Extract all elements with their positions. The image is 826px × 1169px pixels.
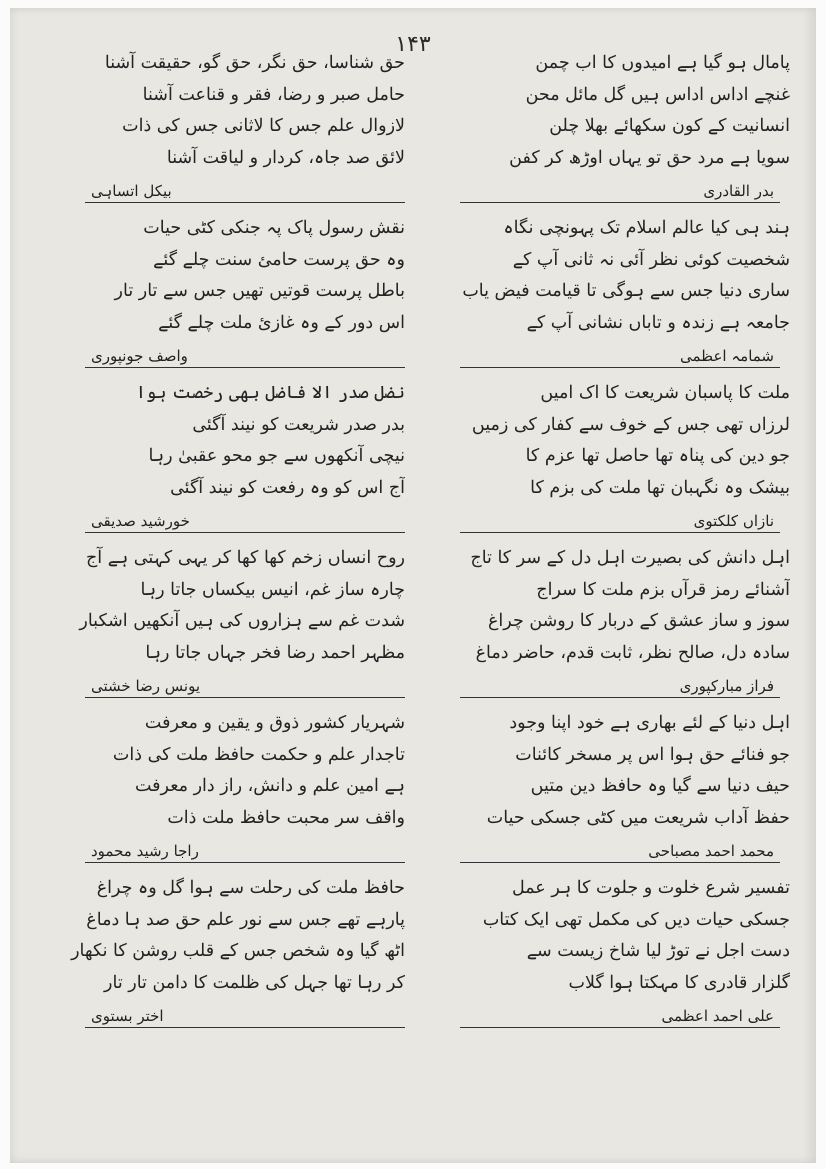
- poet-attribution: [460, 341, 780, 368]
- right-column: [450, 48, 790, 1038]
- verse-line: اہل دانش کی بصیرت اہل دل کے سر کا تاج: [470, 548, 790, 568]
- verse-line: روح انساں زخم کھا کھا کر یہی کہتی ہے آج: [86, 548, 405, 568]
- poet-name: فراز مبارکپوری: [679, 677, 774, 695]
- poet-attribution: [85, 176, 405, 203]
- verse-line: باطل پرست قوتیں تھیں جس سے تار تار: [114, 281, 405, 301]
- verse-line: لرزاں تھی جس کے خوف سے کفار کی زمیں: [471, 414, 790, 435]
- verse-line: چارہ ساز غم، انیس بیکساں جاتا رہا: [140, 579, 405, 600]
- poet-name: نازاں کلکتوی: [693, 512, 774, 530]
- poet-name: بدر القادری: [703, 182, 774, 200]
- poet-name: واصف جونپوری: [91, 347, 188, 365]
- verse-line: حافظ ملت کی رحلت سے ہوا گل وہ چراغ: [96, 878, 405, 898]
- verse-line: مظہر احمد رضا فخر جہاں جاتا رہا: [145, 642, 405, 663]
- verse-line: انسانیت کے کون سکھائے بھلا چلن: [549, 116, 790, 136]
- verse-line: بیشک وہ نگہبان تھا ملت کی بزم کا: [530, 477, 790, 498]
- verse-line: لازوال علم جس کا لاثانی جس کی ذات: [122, 116, 405, 136]
- verse-line: کر رہا تھا جہل کی ظلمت کا دامن تار تار: [104, 972, 405, 993]
- poet-attribution: [460, 671, 780, 698]
- verse-line: جو فنائے حق ہوا اس پر مسخر کائنات: [515, 744, 790, 765]
- verse-line: شخصیت کوئی نظر آئی نہ ثانی آپ کے: [512, 249, 790, 270]
- verse-line: گلزار قادری کا مہکتا ہوا گلاب: [568, 972, 790, 993]
- poet-name: شمامہ اعظمی: [680, 347, 774, 365]
- poem-block: [50, 378, 405, 533]
- poem-block: [50, 708, 405, 863]
- poem-block: [50, 543, 405, 698]
- verse-line: اہل دنیا کے لئے بھاری ہے خود اپنا وجود: [509, 713, 790, 733]
- verse-line: ملت کا پاسبان شریعت کا اک امیں: [540, 383, 790, 403]
- poet-name: علی احمد اعظمی: [661, 1007, 774, 1025]
- poet-name: خورشید صدیقی: [91, 512, 190, 530]
- verse-line: دست اجل نے توڑ لیا شاخ زیست سے: [526, 941, 790, 961]
- verse-line: حفظ آداب شریعت میں کٹی جسکی حیات: [486, 807, 790, 828]
- verse-line: جو دین کی پناہ تھا حاصل تھا عزم کا: [525, 446, 790, 466]
- verse-line: سویا ہے مرد حق تو یہاں اوڑھ کر کفن: [509, 147, 790, 168]
- verse-line: غنچے اداس اداس ہیں گل مائل محن: [525, 84, 790, 105]
- verse-line: ہند ہی کیا عالم اسلام تک پہونچی نگاہ: [503, 218, 790, 238]
- poet-attribution: [85, 671, 405, 698]
- poem-block: [450, 378, 790, 533]
- verse-line: تاجدار علم و حکمت حافظ ملت کی ذات: [112, 744, 405, 765]
- verse-line: وہ حق پرست حامئ سنت چلے گئے: [153, 249, 405, 270]
- poet-name: محمد احمد مصباحی: [648, 842, 774, 860]
- verse-line: اس دور کے وہ غازئ ملت چلے گئے: [158, 312, 405, 333]
- poet-name: راجا رشید محمود: [91, 842, 199, 860]
- verse-line: واقف سر محبت حافظ ملت ذات: [167, 807, 405, 828]
- verse-line: پارہے تھے جس سے نور علم حق صد ہا دماغ: [86, 909, 405, 930]
- verse-line: حق شناسا، حق نگر، حق گو، حقیقت آشنا: [104, 53, 405, 73]
- verse-line: اٹھ گیا وہ شخص جس کے قلب روشن کا نکھار: [71, 941, 405, 961]
- verse-line: شدت غم سے ہزاروں کی ہیں آنکھیں اشکبار: [79, 611, 405, 631]
- verse-line: جامعہ ہے زندہ و تاباں نشانی آپ کے: [526, 312, 790, 333]
- poem-block: [450, 48, 790, 203]
- poet-attribution: [460, 836, 780, 863]
- poet-attribution: [85, 836, 405, 863]
- left-column: [50, 48, 405, 1038]
- verse-line: نقش رسول پاک پہ جنکی کٹی حیات: [143, 218, 405, 238]
- poem-block: [50, 873, 405, 1028]
- poet-name: یونس رضا خشتی: [91, 677, 200, 695]
- poet-attribution: [85, 506, 405, 533]
- poet-name: اختر بستوی: [91, 1007, 164, 1025]
- poet-attribution: [85, 1001, 405, 1028]
- verse-line: بدر صدر شریعت کو نیند آگئی: [192, 414, 405, 435]
- verse-line: پامال ہو گیا ہے امیدوں کا اب چمن: [535, 53, 790, 73]
- verse-line: ساری دنیا جس سے ہوگی تا قیامت فیض یاب: [462, 281, 790, 301]
- poet-attribution: [460, 1001, 780, 1028]
- verse-line: سادہ دل، صالح نظر، ثابت قدم، حاضر دماغ: [475, 642, 790, 663]
- verse-line: تفسیر شرع خلوت و جلوت کا ہر عمل: [511, 878, 790, 898]
- poet-attribution: [460, 506, 780, 533]
- verse-line: شہریار کشور ذوق و یقین و معرفت: [144, 713, 405, 733]
- verse-line: آشنائے رمز قرآں بزم ملت کا سراج: [536, 579, 790, 600]
- verse-line: حیف دنیا سے گیا وہ حافظ دین متیں: [530, 776, 790, 796]
- poet-attribution: [85, 341, 405, 368]
- poem-block: [450, 873, 790, 1028]
- poem-block: [450, 213, 790, 368]
- verse-line: حامل صبر و رضا، فقر و قناعت آشنا: [142, 84, 405, 105]
- verse-line: نیچی آنکھوں سے جو محو عقبیٰ رہا: [148, 446, 405, 466]
- verse-line: سوز و ساز عشق کے دربار کا روشن چراغ: [487, 611, 790, 631]
- poet-name: بیکل اتساہی: [91, 182, 172, 200]
- verse-line: ہے امین علم و دانش، راز دار معرفت: [135, 776, 405, 796]
- page-number: ۱۴۳: [395, 32, 431, 57]
- verse-line: جسکی حیات دیں کی مکمل تھی ایک کتاب: [482, 909, 790, 930]
- poem-block: [50, 213, 405, 368]
- poem-block: [50, 48, 405, 203]
- poem-block: [450, 708, 790, 863]
- book-page: [10, 8, 816, 1163]
- poet-attribution: [460, 176, 780, 203]
- verse-line: نضل صدر الا فاضل بھی رخصت ہوا: [135, 383, 405, 403]
- poem-block: [450, 543, 790, 698]
- verse-line: آج اس کو وہ رفعت کو نیند آگئی: [170, 477, 405, 498]
- verse-line: لائق صد جاہ، کردار و لیاقت آشنا: [166, 147, 405, 168]
